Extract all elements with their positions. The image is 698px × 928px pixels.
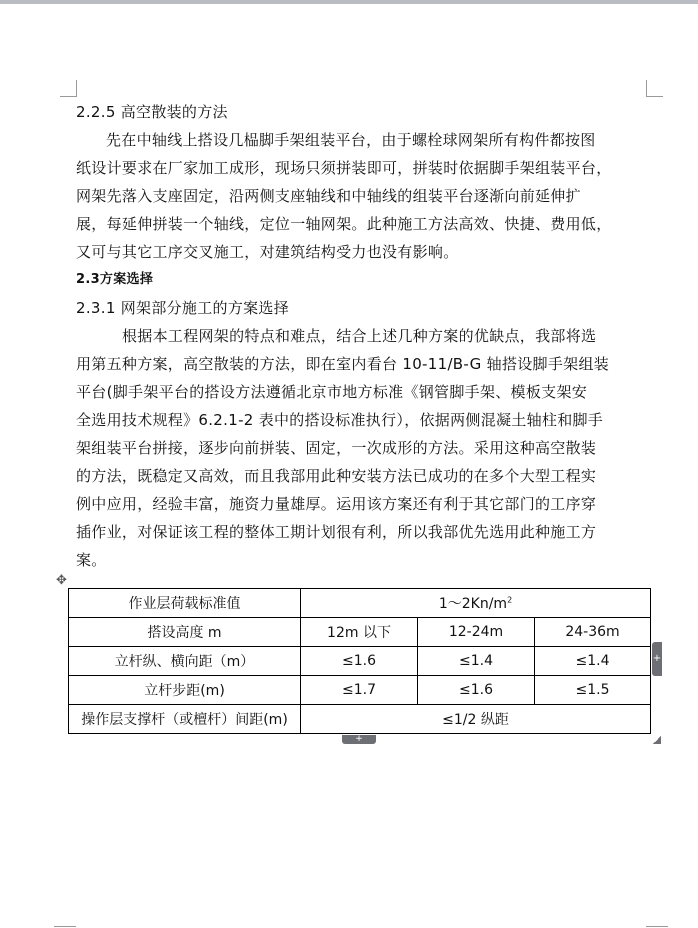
paragraph-line: 平台(脚手架平台的搭设方法遵循北京市地方标准《钢管脚手架、模板支架安: [76, 383, 588, 401]
table-cell-step[interactable]: ≤1.6: [418, 676, 535, 705]
table-resize-handle-icon[interactable]: [653, 736, 661, 744]
margin-mark-bottom-right: [646, 926, 668, 927]
window-top-bar: [0, 0, 698, 4]
table-cell-height[interactable]: 12-24m: [418, 618, 535, 647]
table-row: [69, 676, 651, 705]
paragraph-line: 又可与其它工序交叉施工，对建筑结构受力也没有影响。: [76, 243, 459, 261]
paragraph-line: 例中应用，经验丰富，施资力量雄厚。运用该方案还有利于其它部门的工序穿: [76, 495, 597, 513]
paragraph-line: 全选用技术规程》6.2.1-2 表中的搭设标准执行），依据两侧混凝土轴柱和脚手: [76, 411, 604, 429]
heading-2-3-1: 2.3.1 网架部分施工的方案选择: [76, 299, 290, 317]
table-cell-height-label[interactable]: 搭设高度 m: [69, 618, 301, 647]
heading-2-2-5: 2.2.5 高空散装的方法: [76, 103, 228, 121]
margin-corner-top-left: [60, 80, 77, 97]
table-cell-load-label[interactable]: 作业层荷载标准值: [69, 589, 301, 618]
paragraph-line: 插作业，对保证该工程的整体工期计划很有利，所以我部优先选用此种施工方: [76, 523, 597, 541]
table-cell-spacing-label[interactable]: 立杆纵、横向距（m）: [69, 647, 301, 676]
table-cell-spacing[interactable]: ≤1.4: [418, 647, 535, 676]
table-cell-step[interactable]: ≤1.7: [301, 676, 418, 705]
table-row: [69, 705, 651, 734]
table-cell-spacing[interactable]: ≤1.6: [301, 647, 418, 676]
paragraph-line: 网架先落入支座固定，沿两侧支座轴线和中轴线的组装平台逐渐向前延伸扩: [76, 187, 581, 205]
paragraph-line: 用第五种方案，高空散装的方法，即在室内看台 10-11/B-G 轴搭设脚手架组装: [76, 355, 610, 373]
add-column-button[interactable]: +: [652, 642, 662, 676]
table-cell-step-label[interactable]: 立杆步距(m): [69, 676, 301, 705]
table-move-handle-icon[interactable]: ✥: [56, 573, 67, 588]
paragraph-line: 根据本工程网架的特点和难点，结合上述几种方案的优缺点，我部将选: [122, 327, 597, 345]
scaffold-spec-table: [68, 588, 651, 734]
paragraph-line: 纸设计要求在厂家加工成形，现场只须拼装即可，拼装时依据脚手架组装平台，: [76, 159, 612, 177]
margin-corner-top-right: [646, 80, 663, 97]
table-cell-height[interactable]: 12m 以下: [301, 618, 418, 647]
table-cell-step[interactable]: ≤1.5: [535, 676, 651, 705]
table-cell-height[interactable]: 24-36m: [535, 618, 651, 647]
document-body: [76, 98, 648, 574]
table-cell-brace-value[interactable]: ≤1/2 纵距: [301, 705, 651, 734]
table-cell-brace-label[interactable]: 操作层支撑杆（或檀杆）间距(m): [69, 705, 301, 734]
table-cell-load-value[interactable]: [301, 589, 651, 618]
table-cell-spacing[interactable]: ≤1.4: [535, 647, 651, 676]
paragraph-line: 的方法，既稳定又高效，而且我部用此种安装方法已成功的在多个大型工程实: [76, 467, 597, 485]
table-row: [69, 589, 651, 618]
table-row: [69, 618, 651, 647]
add-row-button[interactable]: +: [342, 735, 376, 744]
paragraph-line: 架组装平台拼接，逐步向前拼装、固定，一次成形的方法。采用这种高空散装: [76, 439, 597, 457]
load-value-superscript: 2: [507, 595, 513, 605]
margin-mark-bottom-left: [54, 926, 76, 927]
paragraph-line: 先在中轴线上搭设几榀脚手架组装平台，由于螺栓球网架所有构件都按图: [106, 131, 596, 149]
paragraph-line: 案。: [76, 551, 107, 569]
paragraph-line: 展，每延伸拼装一个轴线，定位一轴网架。此种施工方法高效、快捷、费用低，: [76, 215, 612, 233]
table-row: [69, 647, 651, 676]
load-value-text: 1～2Kn/m: [438, 596, 508, 612]
heading-2-3: 2.3方案选择: [76, 272, 154, 287]
